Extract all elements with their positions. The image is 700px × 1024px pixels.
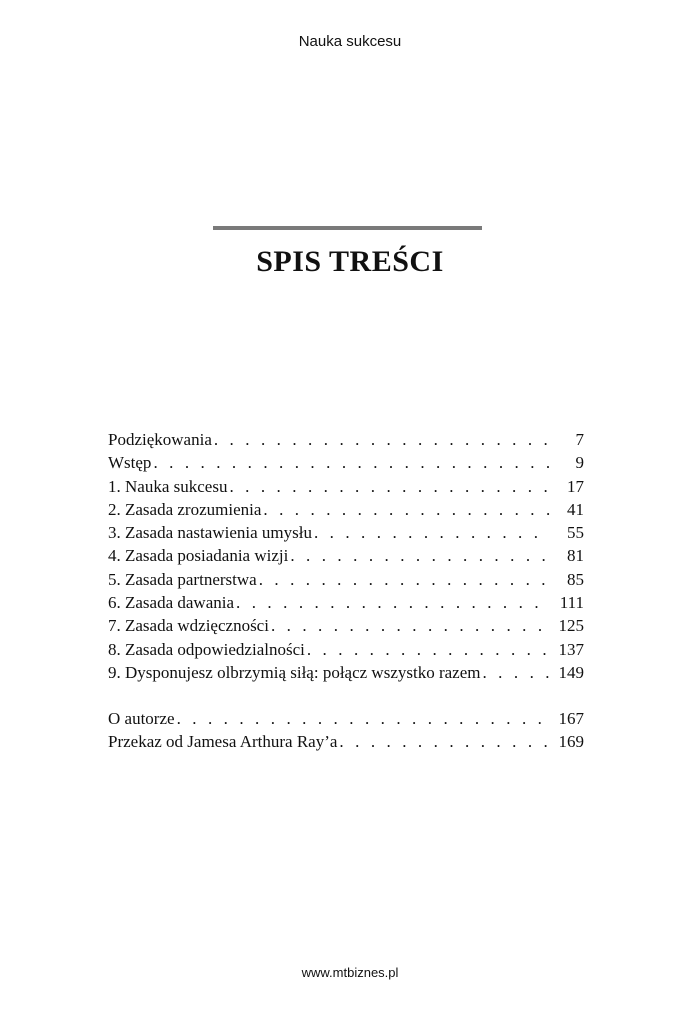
toc-entry-about-author[interactable] — [108, 707, 584, 730]
toc-entry-label: 7. Zasada wdzięczności — [108, 616, 269, 636]
toc-entry-label: Wstęp — [108, 453, 152, 473]
toc-entry-label: 2. Zasada zrozumienia — [108, 499, 262, 519]
toc-entry-chapter-6[interactable] — [108, 591, 584, 614]
footer-url: www.mtbiznes.pl — [301, 965, 399, 980]
toc-entry-chapter-1[interactable] — [108, 475, 584, 498]
toc-entry-chapter-5[interactable] — [108, 568, 584, 591]
toc-entry-chapter-4[interactable] — [108, 544, 584, 567]
toc-entry-message-from-author[interactable] — [108, 730, 584, 753]
toc-entry-label: Przekaz od Jamesa Arthura Ray’a — [108, 732, 338, 752]
page-title: SPIS TREŚCI — [256, 245, 444, 278]
toc-page-number: 9 — [575, 453, 584, 473]
toc-entry-label: 6. Zasada dawania — [108, 593, 235, 613]
toc-entry-introduction[interactable] — [108, 451, 584, 474]
toc-chapters — [108, 428, 584, 684]
toc-page-number: 137 — [558, 639, 584, 659]
toc-back-matter — [108, 707, 584, 754]
toc-entry-label: 4. Zasada posiadania wizji — [108, 546, 289, 566]
toc-page-number: 167 — [558, 708, 584, 728]
running-header: Nauka sukcesu — [298, 33, 402, 50]
toc-page-number: 41 — [567, 499, 584, 519]
toc-dot-leader — [288, 544, 550, 567]
toc-dot-leader — [234, 591, 550, 614]
toc-page-number: 7 — [575, 430, 584, 449]
toc-page-number: 149 — [558, 662, 584, 682]
toc-entry-chapter-3[interactable] — [108, 521, 584, 544]
toc-entry-label: 3. Zasada nastawienia umysłu — [108, 523, 312, 543]
toc-dot-leader — [305, 638, 550, 661]
toc-page-number: 169 — [558, 732, 584, 752]
toc-entry-chapter-8[interactable] — [108, 638, 584, 661]
toc-entry-label: 9. Dysponujesz olbrzymią siłą: połącz wszystko razem — [108, 662, 481, 682]
toc-entry-chapter-2[interactable] — [108, 498, 584, 521]
toc-entry-acknowledgements[interactable] — [108, 428, 584, 451]
toc-page-number: 125 — [558, 616, 584, 636]
toc-page-number: 85 — [567, 569, 584, 589]
title-rule — [213, 226, 482, 230]
toc-dot-leader — [257, 568, 550, 591]
toc-dot-leader — [261, 498, 550, 521]
toc-page-number: 81 — [567, 546, 584, 566]
toc-dot-leader — [212, 428, 550, 451]
toc-dot-leader — [337, 730, 550, 753]
toc-entry-chapter-7[interactable] — [108, 614, 584, 637]
toc-entry-label: O autorze — [108, 708, 175, 728]
toc-page-number: 17 — [567, 476, 584, 496]
toc-entry-label: Podziękowania — [108, 430, 212, 449]
toc-dot-leader — [227, 475, 550, 498]
toc-entry-label: 5. Zasada partnerstwa — [108, 569, 257, 589]
table-of-contents — [108, 428, 584, 753]
toc-page-number: 111 — [559, 593, 584, 613]
toc-entry-chapter-9[interactable] — [108, 661, 584, 684]
toc-dot-leader — [269, 614, 550, 637]
toc-dot-leader — [175, 707, 550, 730]
toc-entry-label: 8. Zasada odpowiedzialności — [108, 639, 305, 659]
toc-dot-leader — [480, 661, 550, 684]
toc-dot-leader — [151, 451, 550, 474]
toc-dot-leader — [312, 521, 550, 544]
toc-entry-label: 1. Nauka sukcesu — [108, 476, 228, 496]
toc-page-number: 55 — [567, 523, 584, 543]
